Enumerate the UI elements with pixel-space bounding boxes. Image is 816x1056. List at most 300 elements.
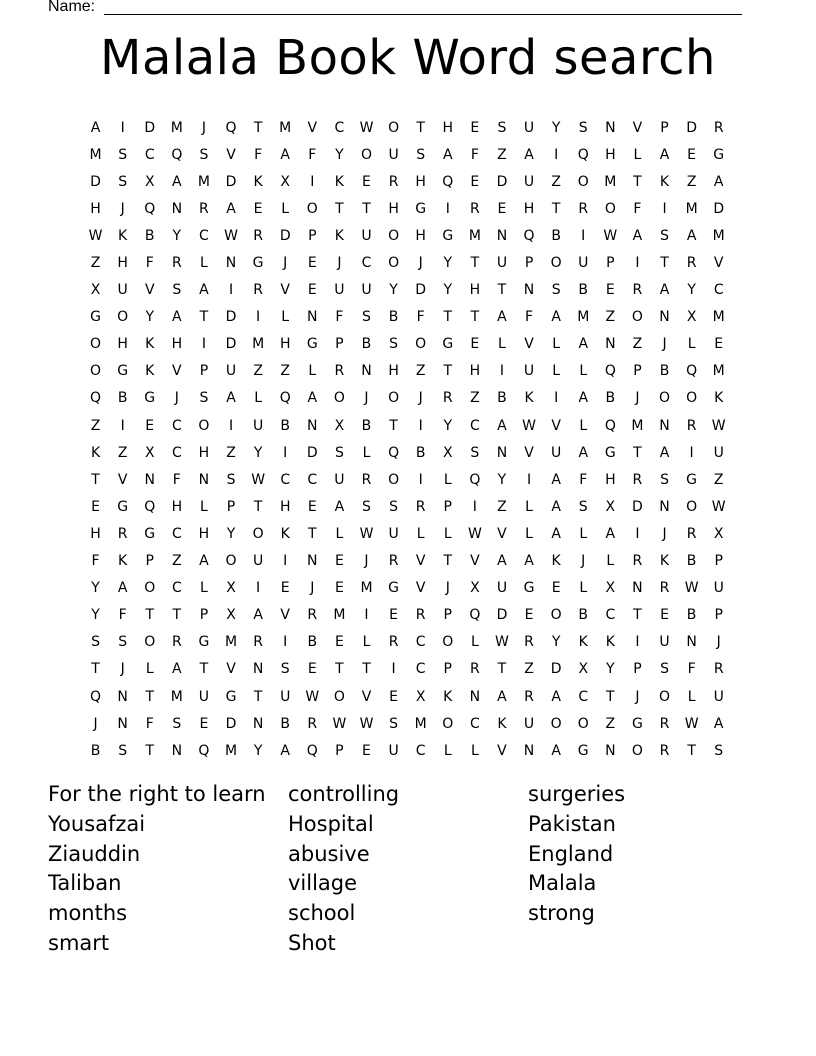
grid-letter[interactable]: C bbox=[280, 471, 291, 488]
grid-letter[interactable]: H bbox=[415, 173, 426, 190]
grid-letter[interactable]: O bbox=[388, 227, 400, 244]
grid-letter[interactable]: F bbox=[145, 255, 154, 272]
grid-letter[interactable]: N bbox=[171, 200, 183, 217]
grid-letter[interactable]: U bbox=[334, 282, 345, 299]
grid-letter[interactable]: N bbox=[307, 553, 318, 570]
grid-letter[interactable]: T bbox=[687, 742, 696, 759]
grid-letter[interactable]: T bbox=[253, 119, 263, 136]
grid-letter[interactable]: P bbox=[633, 363, 642, 380]
grid-letter[interactable]: A bbox=[659, 444, 670, 461]
grid-letter[interactable]: L bbox=[200, 580, 208, 597]
grid-letter[interactable]: Z bbox=[470, 390, 480, 407]
grid-letter[interactable]: P bbox=[660, 119, 669, 136]
grid-letter[interactable]: S bbox=[334, 444, 344, 461]
grid-letter[interactable]: Q bbox=[90, 390, 102, 407]
grid-letter[interactable]: V bbox=[307, 119, 318, 136]
grid-letter[interactable]: R bbox=[361, 471, 372, 488]
grid-letter[interactable]: G bbox=[90, 309, 101, 326]
grid-letter[interactable]: F bbox=[91, 553, 100, 570]
grid-letter[interactable]: I bbox=[526, 471, 532, 488]
grid-letter[interactable]: Z bbox=[497, 498, 507, 515]
grid-letter[interactable]: H bbox=[117, 255, 128, 272]
grid-letter[interactable]: C bbox=[578, 688, 589, 705]
grid-letter[interactable]: L bbox=[552, 336, 561, 353]
grid-letter[interactable]: N bbox=[469, 688, 481, 705]
grid-letter[interactable]: O bbox=[550, 715, 562, 732]
grid-letter[interactable]: U bbox=[523, 119, 535, 136]
grid-letter[interactable]: Z bbox=[524, 661, 534, 678]
grid-letter[interactable]: S bbox=[118, 634, 128, 651]
grid-letter[interactable]: J bbox=[310, 580, 315, 597]
grid-letter[interactable]: M bbox=[712, 309, 725, 326]
grid-letter[interactable]: U bbox=[225, 363, 237, 380]
grid-letter[interactable]: O bbox=[577, 173, 589, 190]
grid-letter[interactable]: Q bbox=[469, 471, 481, 488]
grid-letter[interactable]: D bbox=[686, 119, 697, 136]
grid-letter[interactable]: U bbox=[361, 282, 372, 299]
grid-letter[interactable]: E bbox=[145, 417, 155, 434]
grid-letter[interactable]: T bbox=[660, 255, 669, 272]
grid-letter[interactable]: N bbox=[225, 255, 237, 272]
grid-letter[interactable]: S bbox=[280, 661, 290, 678]
grid-letter[interactable]: Q bbox=[523, 227, 535, 244]
grid-letter[interactable]: T bbox=[253, 498, 263, 515]
grid-letter[interactable]: Y bbox=[687, 282, 696, 299]
grid-letter[interactable]: A bbox=[280, 146, 290, 163]
grid-letter[interactable]: R bbox=[171, 634, 182, 651]
grid-letter[interactable]: J bbox=[662, 336, 667, 353]
grid-letter[interactable]: E bbox=[714, 336, 724, 353]
grid-letter[interactable]: L bbox=[498, 336, 506, 353]
grid-letter[interactable]: Q bbox=[144, 498, 156, 515]
grid-letter[interactable]: N bbox=[632, 580, 643, 597]
grid-letter[interactable]: O bbox=[388, 119, 400, 136]
grid-letter[interactable]: J bbox=[120, 200, 125, 217]
grid-letter[interactable]: E bbox=[334, 580, 344, 597]
grid-letter[interactable]: T bbox=[633, 173, 642, 190]
grid-letter[interactable]: F bbox=[579, 471, 588, 488]
grid-letter[interactable]: N bbox=[605, 336, 616, 353]
grid-letter[interactable]: S bbox=[172, 282, 182, 299]
grid-letter[interactable]: J bbox=[445, 580, 450, 597]
grid-letter[interactable]: N bbox=[659, 498, 670, 515]
grid-letter[interactable]: Z bbox=[90, 255, 101, 272]
grid-letter[interactable]: U bbox=[523, 715, 535, 732]
grid-letter[interactable]: R bbox=[253, 227, 263, 244]
grid-letter[interactable]: R bbox=[524, 688, 534, 705]
grid-letter[interactable]: K bbox=[118, 553, 128, 570]
grid-letter[interactable]: E bbox=[334, 553, 344, 570]
grid-letter[interactable]: C bbox=[605, 607, 616, 624]
grid-letter[interactable]: L bbox=[362, 634, 371, 651]
grid-letter[interactable]: L bbox=[579, 580, 588, 597]
grid-letter[interactable]: S bbox=[362, 498, 371, 515]
grid-letter[interactable]: M bbox=[360, 580, 373, 597]
grid-letter[interactable]: F bbox=[145, 715, 154, 732]
grid-letter[interactable]: A bbox=[524, 553, 534, 570]
grid-letter[interactable]: U bbox=[280, 688, 291, 705]
grid-letter[interactable]: Z bbox=[605, 715, 616, 732]
grid-letter[interactable]: C bbox=[334, 119, 345, 136]
grid-letter[interactable]: R bbox=[171, 255, 182, 272]
grid-letter[interactable]: E bbox=[253, 200, 263, 217]
grid-letter[interactable]: G bbox=[225, 688, 237, 705]
grid-letter[interactable]: N bbox=[659, 309, 670, 326]
grid-letter[interactable]: A bbox=[172, 173, 182, 190]
grid-letter[interactable]: C bbox=[415, 634, 426, 651]
grid-letter[interactable]: Y bbox=[91, 580, 100, 597]
grid-letter[interactable]: D bbox=[632, 498, 643, 515]
grid-letter[interactable]: G bbox=[631, 715, 643, 732]
grid-letter[interactable]: W bbox=[711, 417, 726, 434]
grid-letter[interactable]: D bbox=[225, 309, 237, 326]
grid-letter[interactable]: B bbox=[361, 336, 372, 353]
grid-letter[interactable]: K bbox=[118, 227, 128, 244]
grid-letter[interactable]: I bbox=[283, 444, 288, 461]
grid-letter[interactable]: L bbox=[254, 390, 263, 407]
grid-letter[interactable]: O bbox=[306, 200, 318, 217]
grid-letter[interactable]: X bbox=[280, 173, 290, 190]
grid-letter[interactable]: U bbox=[713, 444, 724, 461]
grid-letter[interactable]: S bbox=[389, 498, 399, 515]
grid-letter[interactable]: B bbox=[280, 715, 290, 732]
grid-letter[interactable]: C bbox=[307, 471, 318, 488]
grid-letter[interactable]: K bbox=[253, 173, 263, 190]
grid-letter[interactable]: W bbox=[251, 471, 266, 488]
grid-letter[interactable]: A bbox=[551, 742, 561, 759]
grid-letter[interactable]: E bbox=[91, 498, 100, 515]
grid-letter[interactable]: T bbox=[91, 661, 100, 678]
grid-letter[interactable]: M bbox=[197, 173, 210, 190]
grid-letter[interactable]: A bbox=[497, 417, 507, 434]
grid-letter[interactable]: I bbox=[418, 471, 423, 488]
grid-letter[interactable]: I bbox=[581, 227, 586, 244]
grid-letter[interactable]: T bbox=[443, 553, 453, 570]
grid-letter[interactable]: R bbox=[388, 634, 399, 651]
grid-letter[interactable]: E bbox=[660, 607, 669, 624]
grid-letter[interactable]: L bbox=[335, 525, 344, 542]
grid-letter[interactable]: V bbox=[226, 661, 236, 678]
grid-letter[interactable]: Q bbox=[171, 146, 183, 163]
grid-letter[interactable]: G bbox=[442, 336, 454, 353]
grid-letter[interactable]: C bbox=[171, 417, 182, 434]
grid-letter[interactable]: Z bbox=[497, 146, 507, 163]
grid-letter[interactable]: M bbox=[333, 607, 346, 624]
grid-letter[interactable]: D bbox=[496, 173, 508, 190]
grid-letter[interactable]: R bbox=[199, 200, 209, 217]
grid-letter[interactable]: P bbox=[308, 227, 317, 244]
grid-letter[interactable]: P bbox=[714, 607, 723, 624]
grid-letter[interactable]: U bbox=[252, 417, 264, 434]
grid-letter[interactable]: Y bbox=[443, 255, 453, 272]
grid-letter[interactable]: B bbox=[388, 309, 399, 326]
grid-letter[interactable]: M bbox=[170, 688, 183, 705]
grid-letter[interactable]: S bbox=[199, 390, 209, 407]
grid-letter[interactable]: N bbox=[659, 417, 670, 434]
grid-letter[interactable]: U bbox=[388, 742, 399, 759]
grid-letter[interactable]: J bbox=[581, 553, 586, 570]
grid-letter[interactable]: K bbox=[334, 227, 344, 244]
grid-letter[interactable]: K bbox=[90, 444, 101, 461]
grid-letter[interactable]: P bbox=[606, 255, 615, 272]
grid-letter[interactable]: V bbox=[713, 255, 724, 272]
grid-letter[interactable]: Y bbox=[253, 444, 263, 461]
grid-letter[interactable]: U bbox=[713, 580, 724, 597]
grid-letter[interactable]: L bbox=[525, 498, 533, 515]
grid-letter[interactable]: J bbox=[93, 715, 98, 732]
grid-letter[interactable]: Z bbox=[686, 173, 697, 190]
grid-letter[interactable]: U bbox=[551, 444, 562, 461]
grid-letter[interactable]: X bbox=[442, 444, 453, 461]
grid-letter[interactable]: H bbox=[198, 444, 210, 461]
grid-letter[interactable]: H bbox=[279, 336, 291, 353]
grid-letter[interactable]: K bbox=[714, 390, 724, 407]
grid-letter[interactable]: X bbox=[226, 607, 236, 624]
grid-letter[interactable]: H bbox=[90, 200, 101, 217]
grid-letter[interactable]: X bbox=[578, 661, 589, 678]
grid-letter[interactable]: Z bbox=[551, 173, 561, 190]
grid-letter[interactable]: I bbox=[418, 417, 423, 434]
grid-letter[interactable]: I bbox=[120, 417, 125, 434]
grid-letter[interactable]: L bbox=[281, 200, 290, 217]
grid-letter[interactable]: C bbox=[171, 525, 182, 542]
grid-letter[interactable]: V bbox=[524, 444, 534, 461]
grid-letter[interactable]: C bbox=[415, 742, 426, 759]
grid-letter[interactable]: Q bbox=[469, 607, 481, 624]
grid-letter[interactable]: A bbox=[307, 390, 318, 407]
grid-letter[interactable]: O bbox=[388, 255, 400, 272]
grid-letter[interactable]: O bbox=[360, 146, 372, 163]
grid-letter[interactable]: P bbox=[443, 498, 452, 515]
grid-letter[interactable]: T bbox=[633, 444, 642, 461]
grid-letter[interactable]: G bbox=[144, 525, 156, 542]
grid-letter[interactable]: X bbox=[144, 173, 155, 190]
grid-letter[interactable]: A bbox=[497, 688, 507, 705]
grid-letter[interactable]: R bbox=[442, 390, 453, 407]
grid-letter[interactable]: L bbox=[308, 363, 317, 380]
grid-letter[interactable]: H bbox=[388, 200, 399, 217]
grid-letter[interactable]: L bbox=[552, 363, 561, 380]
grid-letter[interactable]: Y bbox=[253, 742, 263, 759]
grid-letter[interactable]: W bbox=[332, 715, 347, 732]
grid-letter[interactable]: S bbox=[118, 742, 128, 759]
grid-letter[interactable]: Y bbox=[497, 471, 507, 488]
grid-letter[interactable]: O bbox=[90, 336, 102, 353]
grid-letter[interactable]: Z bbox=[226, 444, 236, 461]
grid-letter[interactable]: W bbox=[711, 498, 726, 515]
grid-letter[interactable]: R bbox=[686, 255, 697, 272]
grid-letter[interactable]: O bbox=[117, 309, 129, 326]
grid-letter[interactable]: M bbox=[252, 336, 265, 353]
grid-letter[interactable]: V bbox=[470, 553, 480, 570]
grid-letter[interactable]: Y bbox=[389, 282, 398, 299]
grid-letter[interactable]: G bbox=[604, 444, 616, 461]
grid-letter[interactable]: D bbox=[225, 173, 237, 190]
grid-letter[interactable]: K bbox=[605, 634, 615, 651]
grid-letter[interactable]: L bbox=[200, 255, 208, 272]
grid-letter[interactable]: Z bbox=[253, 363, 263, 380]
grid-letter[interactable]: T bbox=[199, 661, 209, 678]
grid-letter[interactable]: G bbox=[117, 498, 129, 515]
grid-letter[interactable]: Y bbox=[551, 119, 561, 136]
grid-letter[interactable]: H bbox=[171, 498, 183, 515]
grid-letter[interactable]: T bbox=[145, 688, 155, 705]
grid-letter[interactable]: I bbox=[635, 255, 640, 272]
grid-letter[interactable]: E bbox=[470, 336, 480, 353]
grid-letter[interactable]: R bbox=[578, 200, 589, 217]
grid-letter[interactable]: Z bbox=[90, 417, 101, 434]
grid-letter[interactable]: A bbox=[199, 282, 209, 299]
grid-letter[interactable]: I bbox=[635, 634, 640, 651]
grid-letter[interactable]: M bbox=[170, 119, 183, 136]
grid-letter[interactable]: V bbox=[172, 363, 182, 380]
grid-letter[interactable]: J bbox=[635, 688, 640, 705]
grid-letter[interactable]: L bbox=[416, 525, 425, 542]
grid-letter[interactable]: O bbox=[388, 390, 400, 407]
grid-letter[interactable]: U bbox=[578, 255, 589, 272]
grid-letter[interactable]: G bbox=[442, 227, 454, 244]
grid-letter[interactable]: L bbox=[443, 742, 452, 759]
grid-letter[interactable]: B bbox=[578, 607, 589, 624]
grid-letter[interactable]: T bbox=[497, 282, 507, 299]
grid-letter[interactable]: R bbox=[632, 553, 643, 570]
grid-letter[interactable]: T bbox=[253, 688, 263, 705]
grid-letter[interactable]: C bbox=[144, 146, 155, 163]
grid-letter[interactable]: R bbox=[388, 553, 399, 570]
grid-letter[interactable]: B bbox=[307, 634, 318, 651]
grid-letter[interactable]: Z bbox=[415, 363, 426, 380]
grid-letter[interactable]: F bbox=[633, 200, 642, 217]
grid-letter[interactable]: B bbox=[686, 607, 697, 624]
grid-letter[interactable]: J bbox=[418, 255, 423, 272]
grid-letter[interactable]: I bbox=[310, 173, 315, 190]
grid-letter[interactable]: X bbox=[713, 525, 724, 542]
grid-letter[interactable]: S bbox=[660, 661, 669, 678]
grid-letter[interactable]: W bbox=[467, 525, 482, 542]
grid-letter[interactable]: R bbox=[713, 661, 724, 678]
grid-letter[interactable]: F bbox=[118, 607, 127, 624]
grid-letter[interactable]: L bbox=[606, 553, 615, 570]
grid-letter[interactable]: G bbox=[577, 742, 589, 759]
grid-letter[interactable]: W bbox=[603, 227, 618, 244]
grid-letter[interactable]: Q bbox=[198, 742, 210, 759]
grid-letter[interactable]: O bbox=[604, 200, 616, 217]
grid-letter[interactable]: O bbox=[659, 688, 671, 705]
grid-letter[interactable]: D bbox=[279, 227, 291, 244]
grid-letter[interactable]: F bbox=[525, 309, 534, 326]
grid-letter[interactable]: A bbox=[172, 661, 182, 678]
grid-letter[interactable]: Y bbox=[91, 607, 100, 624]
grid-letter[interactable]: V bbox=[117, 471, 128, 488]
grid-letter[interactable]: J bbox=[120, 661, 125, 678]
grid-letter[interactable]: M bbox=[685, 200, 698, 217]
grid-letter[interactable]: E bbox=[470, 119, 480, 136]
grid-letter[interactable]: L bbox=[470, 634, 479, 651]
grid-letter[interactable]: O bbox=[415, 336, 427, 353]
grid-letter[interactable]: X bbox=[226, 580, 236, 597]
grid-letter[interactable]: B bbox=[578, 282, 589, 299]
grid-letter[interactable]: G bbox=[144, 390, 156, 407]
grid-letter[interactable]: B bbox=[415, 444, 426, 461]
grid-letter[interactable]: S bbox=[660, 227, 669, 244]
grid-letter[interactable]: O bbox=[252, 525, 264, 542]
grid-letter[interactable]: K bbox=[578, 634, 588, 651]
grid-letter[interactable]: U bbox=[713, 688, 724, 705]
grid-letter[interactable]: B bbox=[144, 227, 155, 244]
grid-letter[interactable]: N bbox=[144, 471, 155, 488]
grid-letter[interactable]: K bbox=[659, 173, 670, 190]
grid-letter[interactable]: S bbox=[226, 471, 236, 488]
grid-letter[interactable]: E bbox=[334, 634, 344, 651]
grid-letter[interactable]: U bbox=[496, 255, 508, 272]
grid-letter[interactable]: B bbox=[90, 742, 101, 759]
grid-letter[interactable]: A bbox=[551, 309, 561, 326]
grid-letter[interactable]: A bbox=[551, 688, 561, 705]
grid-letter[interactable]: E bbox=[551, 580, 561, 597]
grid-letter[interactable]: P bbox=[633, 661, 642, 678]
grid-letter[interactable]: O bbox=[631, 309, 643, 326]
grid-letter[interactable]: C bbox=[199, 227, 209, 244]
grid-letter[interactable]: W bbox=[88, 227, 103, 244]
grid-letter[interactable]: Q bbox=[604, 363, 616, 380]
grid-letter[interactable]: J bbox=[635, 390, 640, 407]
grid-letter[interactable]: S bbox=[172, 715, 182, 732]
grid-letter[interactable]: Z bbox=[172, 553, 182, 570]
grid-letter[interactable]: J bbox=[337, 255, 342, 272]
grid-letter[interactable]: Z bbox=[117, 444, 128, 461]
grid-letter[interactable]: S bbox=[416, 146, 426, 163]
grid-letter[interactable]: Q bbox=[577, 146, 589, 163]
grid-letter[interactable]: R bbox=[469, 661, 480, 678]
grid-letter[interactable]: Z bbox=[632, 336, 643, 353]
grid-letter[interactable]: E bbox=[280, 580, 290, 597]
grid-letter[interactable]: V bbox=[361, 688, 372, 705]
grid-letter[interactable]: K bbox=[443, 688, 453, 705]
grid-letter[interactable]: G bbox=[523, 580, 535, 597]
grid-letter[interactable]: A bbox=[551, 471, 561, 488]
grid-letter[interactable]: T bbox=[633, 607, 642, 624]
grid-letter[interactable]: U bbox=[198, 688, 210, 705]
grid-letter[interactable]: Q bbox=[442, 173, 454, 190]
grid-letter[interactable]: T bbox=[172, 607, 182, 624]
grid-letter[interactable]: I bbox=[662, 200, 667, 217]
grid-letter[interactable]: A bbox=[578, 444, 589, 461]
grid-letter[interactable]: P bbox=[226, 498, 236, 515]
grid-letter[interactable]: I bbox=[364, 607, 369, 624]
grid-letter[interactable]: M bbox=[604, 173, 617, 190]
grid-letter[interactable]: J bbox=[364, 553, 369, 570]
grid-letter[interactable]: E bbox=[307, 282, 317, 299]
grid-letter[interactable]: A bbox=[632, 227, 643, 244]
grid-letter[interactable]: J bbox=[283, 255, 288, 272]
grid-letter[interactable]: V bbox=[497, 525, 507, 542]
grid-letter[interactable]: T bbox=[443, 309, 453, 326]
grid-letter[interactable]: N bbox=[307, 309, 318, 326]
grid-letter[interactable]: U bbox=[117, 282, 128, 299]
grid-letter[interactable]: D bbox=[225, 715, 237, 732]
grid-letter[interactable]: H bbox=[117, 336, 128, 353]
grid-letter[interactable]: Z bbox=[605, 309, 616, 326]
grid-letter[interactable]: S bbox=[470, 444, 480, 461]
grid-letter[interactable]: E bbox=[605, 282, 615, 299]
grid-letter[interactable]: S bbox=[551, 282, 561, 299]
grid-letter[interactable]: D bbox=[144, 119, 156, 136]
grid-letter[interactable]: Y bbox=[443, 282, 453, 299]
grid-letter[interactable]: K bbox=[524, 390, 534, 407]
grid-letter[interactable]: V bbox=[226, 146, 236, 163]
grid-letter[interactable]: F bbox=[254, 146, 263, 163]
grid-letter[interactable]: T bbox=[443, 363, 453, 380]
